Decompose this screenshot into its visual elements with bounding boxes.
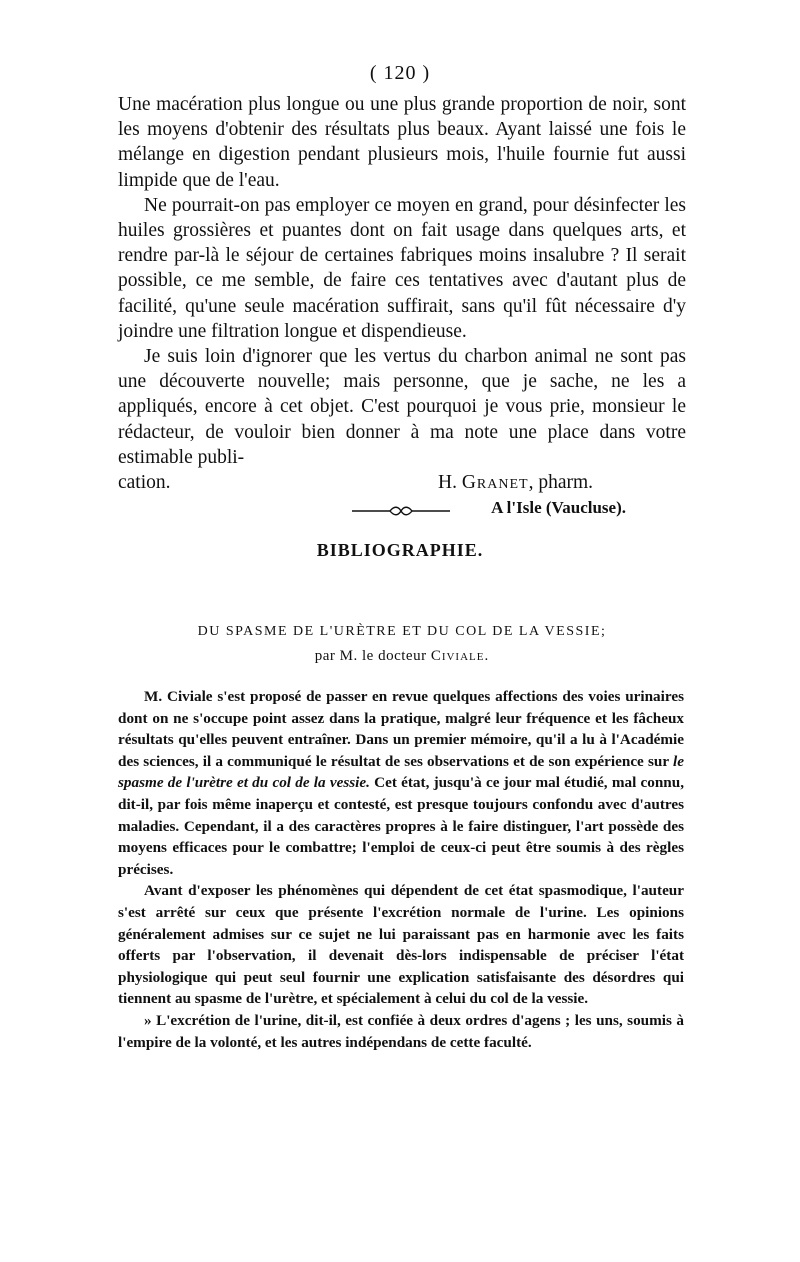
review-italic-title: le spasme de l'urètre et du col de la vessie.: [118, 752, 684, 792]
review-paragraph-1-text-end: Cet état, jusqu'à ce jour mal étudié, mal connu, dit-il, par fois même inaperçu et contesté, est presque toujours confondu avec d'autres maladies. Cependant, il a des caractères propres à le faire distinguer, l'art possède des moyens efficaces pour le combattre; l'emploi de ceux-ci peut être soumis à des règles précises.: [118, 774, 684, 878]
review-paragraph-1-text: M. Civiale s'est proposé de passer en revue quelques affections des voies urinaires dont on ne s'occupe point assez dans la pratique, malgré leur fréquence et les fâcheux résultats qu'elles peuvent entraîner. Dans un premier mémoire, qu'il a lu à l'Académie des sciences, il a communiqué le résultat de ses observations et de son expérience sur: [118, 688, 684, 770]
work-heading: [118, 620, 686, 668]
signature-initial: H.: [438, 472, 457, 494]
ornament-divider: [352, 505, 450, 517]
review-paragraph-2: Avant d'exposer les phénomènes qui dépendent de cet état spasmodique, l'auteur s'est arrêté sur ceux que présente l'excrétion normale de l'urine. Les opinions généralement admises sur ce sujet ne lui paraissant pas en harmonie avec les faits offerts par l'observation, il devenait dès-lors indispensable de préciser l'état physiologique qui peut seul fournir une explication satisfaisante des désordres qui tiennent au spasme de l'urètre, et spécialement à celui du col de la vessie.: [118, 882, 684, 1008]
work-author-prefix: par M. le docteur: [314, 648, 427, 664]
review-paragraph-3: » L'excrétion de l'urine, dit-il, est confiée à deux ordres d'agens ; les uns, soumis à l'empire de la volonté, et les autres indépendans de cette faculté.: [118, 1011, 684, 1051]
work-title: DU SPASME DE L'URÈTRE ET DU COL DE LA VESSIE;: [197, 624, 607, 639]
review-paragraph-1: [118, 686, 684, 880]
letter-body: [118, 92, 686, 520]
letter-last-word: cation.: [118, 472, 171, 494]
signature-name: [438, 470, 593, 495]
review-body: [118, 686, 684, 1053]
letter-paragraph-3: Je suis loin d'ignorer que les vertus du charbon animal ne sont pas une découverte nouvelle; mais personne, que je sache, ne les a appliqués, encore à cet objet. C'est pourquoi je vous prie, monsieur le rédacteur, de vouloir bien donner à ma note une place dans votre estimable publi-: [118, 346, 686, 468]
signature-place: A l'Isle (Vaucluse).: [491, 498, 626, 518]
letter-paragraph-1: Une macération plus longue ou une plus grande proportion de noir, sont les moyens d'obtenir des résultats plus beaux. Ayant laissé une fois le mélange en digestion pendant plusieurs mois, l'huile fournie fut aussi limpide que de l'eau.: [118, 94, 686, 191]
signature-line: [118, 470, 686, 495]
signature-title: , pharm.: [528, 472, 594, 494]
letter-paragraph-2: Ne pourrait-on pas employer ce moyen en grand, pour désinfecter les huiles grossières et puantes dont on fait usage dans quelques arts, et rendre par-là le séjour de certaines fabriques moins insalubre ? Il serait possible, ce me semble, de faire ces tentatives avec d'autant plus de facilité, qu'une seule macération suffirait, sans qu'il fût nécessaire d'y joindre une filtration longue et dispendieuse.: [118, 194, 686, 342]
section-title: BIBLIOGRAPHIE.: [316, 540, 484, 560]
work-author: [118, 644, 686, 668]
work-author-name: Civiale.: [430, 648, 490, 664]
signature-surname: Granet: [461, 472, 529, 494]
page-number: ( 120 ): [369, 62, 431, 84]
